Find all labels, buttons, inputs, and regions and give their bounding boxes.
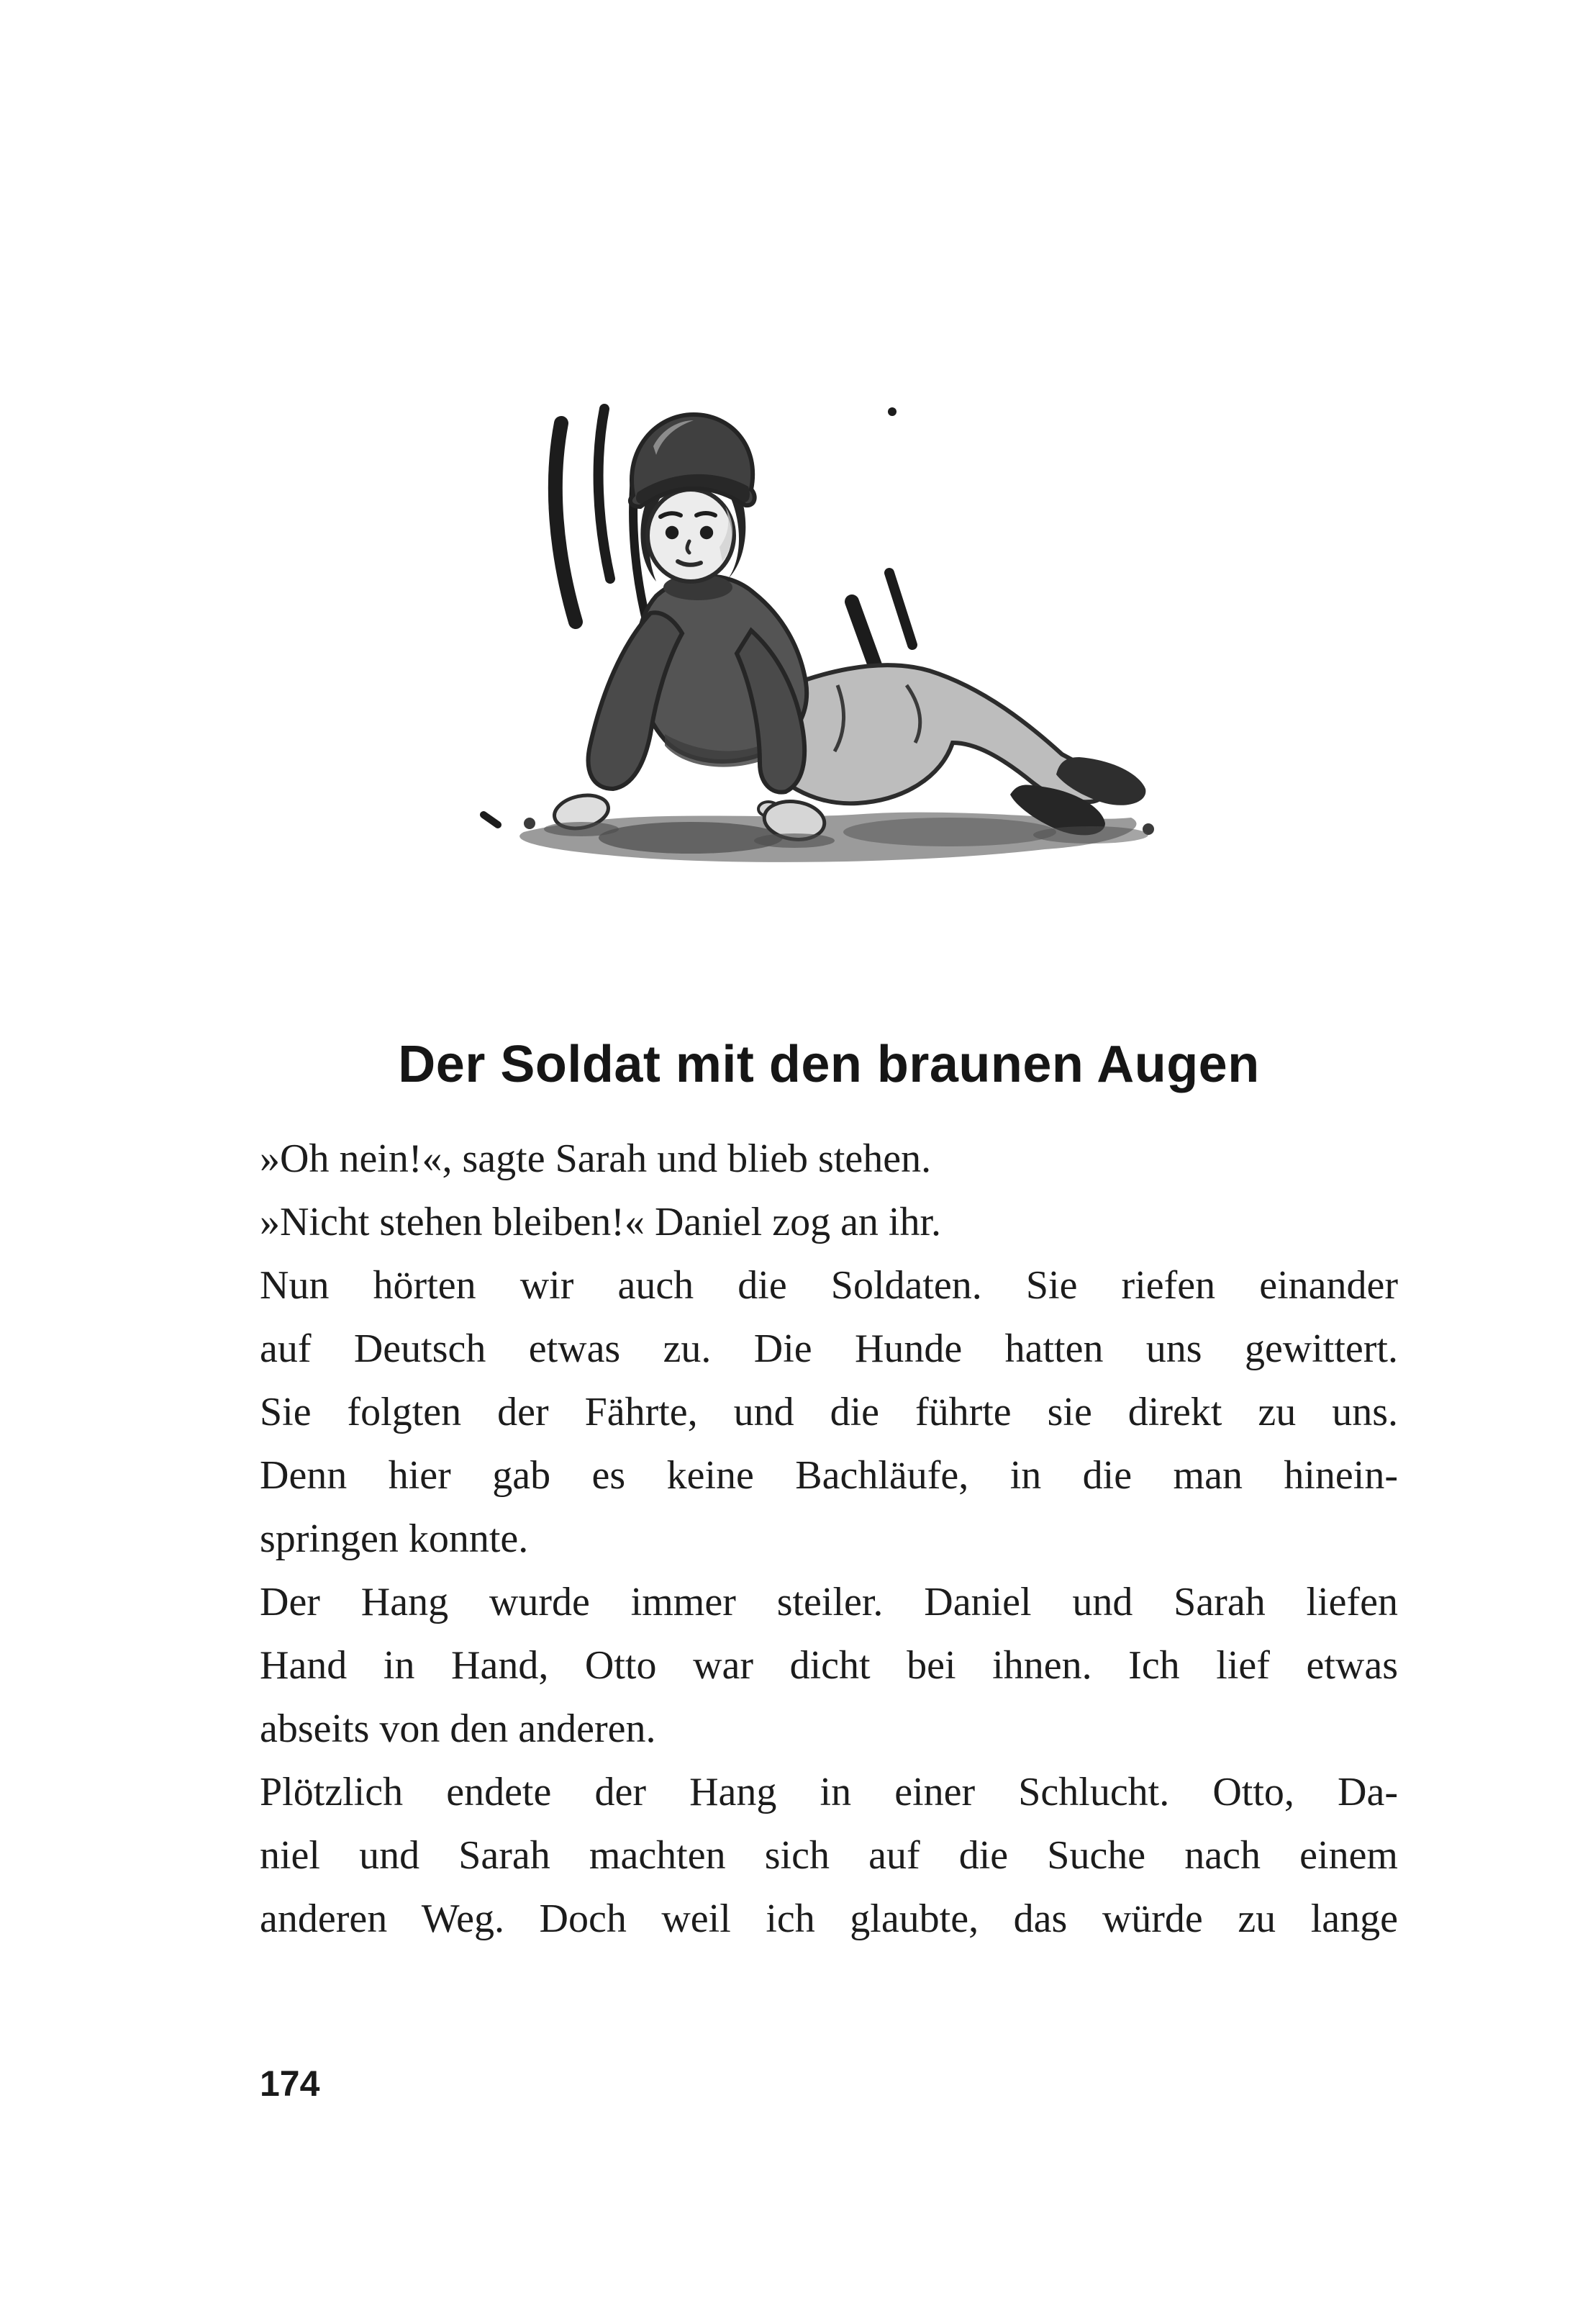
illustration-svg <box>475 403 1180 907</box>
text-line: auf Deutsch etwas zu. Die Hunde hatten uns gewittert. <box>260 1326 1398 1371</box>
text-line: Plötzlich endete der Hang in einer Schlucht. Otto, Da- <box>260 1770 1398 1814</box>
text-line: Denn hier gab es keine Bachläufe, in die man hinein- <box>260 1453 1398 1498</box>
pants <box>757 665 1107 803</box>
page-number: 174 <box>260 2063 320 2104</box>
illustration-sitting-child <box>475 403 1180 907</box>
text-line: Der Hang wurde immer steiler. Daniel und Sarah liefen <box>260 1580 1398 1624</box>
text-line: anderen Weg. Doch weil ich glaubte, das würde zu lange <box>260 1896 1398 1941</box>
text-line: Nun hörten wir auch die Soldaten. Sie riefen einander <box>260 1263 1398 1308</box>
text-line: Sie folgten der Fährte, und die führte sie direkt zu uns. <box>260 1390 1398 1434</box>
ink-speck <box>888 407 897 416</box>
text-line: »Nicht stehen bleiben!« Daniel zog an ihr. <box>260 1200 942 1244</box>
text-line: »Oh nein!«, sagte Sarah und blieb stehen. <box>260 1136 932 1181</box>
body-text <box>260 1127 1398 1950</box>
eye <box>700 526 713 539</box>
figure <box>544 415 1148 848</box>
text-line: Hand in Hand, Otto war dicht bei ihnen. Ich lief etwas <box>260 1643 1398 1688</box>
text-line: abseits von den anderen. <box>260 1706 656 1751</box>
eye <box>666 526 678 539</box>
chapter-title: Der Soldat mit den braunen Augen <box>398 1036 1260 1094</box>
text-line: niel und Sarah machten sich auf die Suche nach einem <box>260 1833 1398 1878</box>
face <box>648 489 734 582</box>
text-line: springen konnte. <box>260 1516 529 1561</box>
head <box>630 415 755 582</box>
